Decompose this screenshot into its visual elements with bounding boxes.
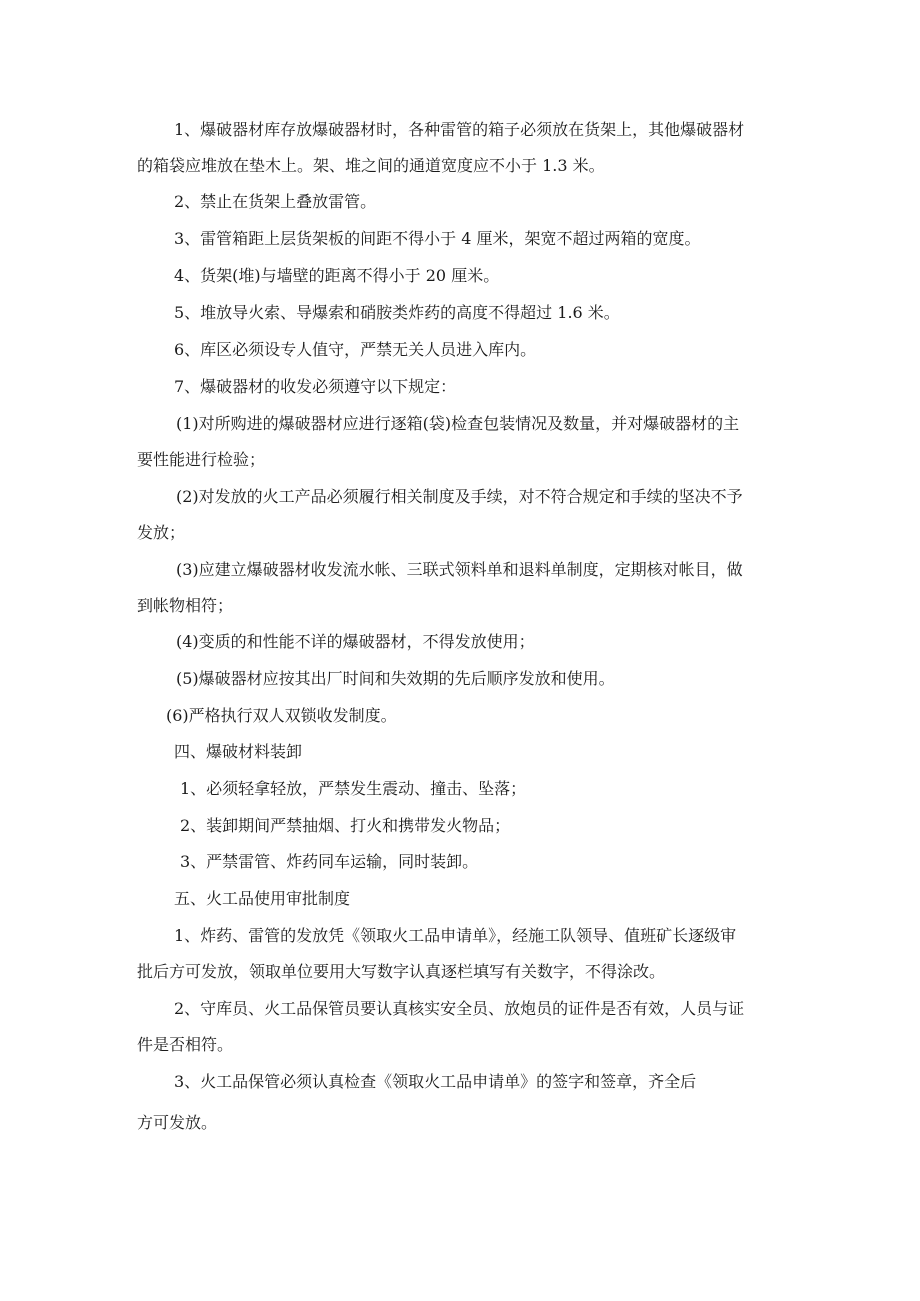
- text-line: 3、严禁雷管、炸药同车运输，同时装卸。: [180, 852, 479, 871]
- text-line: 1、爆破器材库存放爆破器材时，各种雷管的箱子必须放在货架上，其他爆破器材: [174, 120, 745, 139]
- text-line: (2)对发放的火工产品必须履行相关制度及手续，对不符合规定和手续的坚决不予: [176, 487, 743, 506]
- text-line: 要性能进行检验；: [137, 450, 266, 469]
- text-line: 方可发放。: [137, 1113, 218, 1132]
- text-line: 6、库区必须设专人值守，严禁无关人员进入库内。: [174, 340, 537, 359]
- text-line: (4)变质的和性能不详的爆破器材，不得发放使用；: [176, 632, 535, 651]
- text-line: (6)严格执行双人双锁收发制度。: [166, 706, 397, 725]
- text-line: 2、装卸期间严禁抽烟、打火和携带发火物品；: [180, 816, 511, 835]
- text-line: 3、火工品保管必须认真检查《领取火工品申请单》的签字和签章，齐全后: [174, 1072, 697, 1091]
- text-line: (3)应建立爆破器材收发流水帐、三联式领料单和退料单制度，定期核对帐目，做: [176, 560, 743, 579]
- section-heading: 四、爆破材料装卸: [174, 742, 303, 761]
- text-line: 发放；: [137, 523, 186, 542]
- section-heading: 五、火工品使用审批制度: [174, 889, 351, 908]
- text-line: (5)爆破器材应按其出厂时间和失效期的先后顺序发放和使用。: [176, 669, 615, 688]
- text-line: 批后方可发放，领取单位要用大写数字认真逐栏填写有关数字，不得涂改。: [137, 962, 666, 981]
- text-line: 5、堆放导火索、导爆索和硝胺类炸药的高度不得超过 1.6 米。: [174, 303, 620, 322]
- text-line: 2、禁止在货架上叠放雷管。: [174, 192, 377, 211]
- text-line: 2、守库员、火工品保管员要认真核实安全员、放炮员的证件是否有效，人员与证: [174, 999, 745, 1018]
- text-line: 到帐物相符；: [137, 596, 234, 615]
- text-line: 1、炸药、雷管的发放凭《领取火工品申请单》，经施工队领导、值班矿长逐级审: [174, 926, 737, 945]
- text-line: 4、货架(堆)与墙壁的距离不得小于 20 厘米。: [174, 266, 500, 285]
- text-line: 3、雷管箱距上层货架板的间距不得小于 4 厘米，架宽不超过两箱的宽度。: [174, 229, 701, 248]
- text-line: 件是否相符。: [137, 1035, 234, 1054]
- text-line: (1)对所购进的爆破器材应进行逐箱(袋)检查包装情况及数量，并对爆破器材的主: [176, 414, 740, 433]
- text-line: 7、爆破器材的收发必须遵守以下规定：: [174, 377, 457, 396]
- text-line: 的箱袋应堆放在垫木上。架、堆之间的通道宽度应不小于 1.3 米。: [137, 156, 605, 175]
- text-line: 1、必须轻拿轻放，严禁发生震动、撞击、坠落；: [180, 779, 527, 798]
